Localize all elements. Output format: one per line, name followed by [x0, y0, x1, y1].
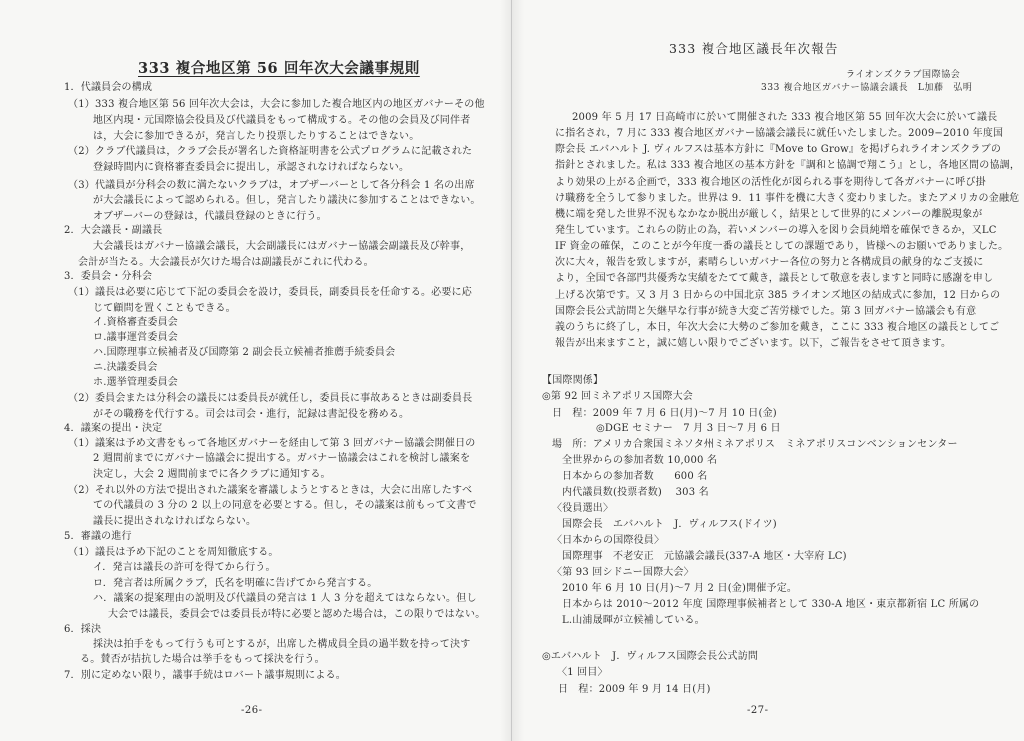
rules-text-line: イ．発言は議長の許可を得てから行う。: [93, 562, 276, 573]
rules-text-line: ロ．発言者は所属クラブ，氏名を明確に告げてから発言する。: [93, 578, 378, 589]
rules-text-line: 2．大会議長・副議長: [64, 225, 163, 236]
report-text-line: 2010 年 6 月 10 日(月)〜7 月 2 日(金)開催予定。: [562, 583, 798, 594]
rules-text-line: 1．代議員会の構成: [64, 82, 153, 93]
rules-text-line: が大会議長によって認められる。但し，発言したり議決に参加することはできない。: [93, 195, 481, 206]
rules-text-line: （1）議案は予め文書をもって各地区ガバナーを経由して第 3 回ガバナー協議会開催日の: [68, 438, 476, 449]
report-text-line: 指針とされました。私は 333 複合地区の基本方針を『調和と協調で翔こう』とし，各地区間の協調，: [555, 160, 1021, 171]
rules-text-line: （1）議長は必要に応じて下記の委員会を設け，委員長，副委員長を任命する。必要に応: [68, 287, 472, 298]
rules-text-line: 2 週間前までにガバナー協議会に提出する。ガバナー協議会はこれを検討し議案を: [93, 453, 471, 464]
report-text-line: 際会長 エバハルト J. ヴィルフスは基本方針に『Move to Grow』を掲げられライオンズクラブの: [555, 144, 1002, 155]
page-number-right: -27-: [747, 705, 769, 716]
report-organization: ライオンズクラブ国際協会: [846, 70, 961, 80]
rules-text-line: 7．別に定めない限り，議事手続はロバート議事規則による。: [64, 670, 346, 681]
report-text-line: 〈日本からの国際役員〉: [552, 535, 665, 546]
rules-text-line: （1）議長は予め下記のことを周知徹底する。: [68, 547, 279, 558]
report-text-line: に指名され，7 月に 333 複合地区ガバナー協議会議長に就任いたしました。2009−2010 年度国: [555, 128, 1004, 139]
rules-text-line: 決定し，大会 2 週間前までに各クラブに通知する。: [93, 469, 331, 480]
report-text-line: け職務を全うして参りました。世界は 9．11 事件を機に大きく変わりました。またアメリカの金融危: [555, 193, 1020, 204]
report-author: 333 複合地区ガバナー協議会議長 L加藤 弘明: [761, 83, 973, 93]
report-text-line: 内代議員数(投票者数) 303 名: [562, 487, 709, 498]
rules-text-line: じて顧問を置くこともできる。: [93, 303, 236, 314]
rules-text-line: 地区内現・元国際協会役員及び代議員をもって構成する。その他の会員及び同伴者: [93, 115, 471, 126]
report-text-line: 〈1 回目〉: [557, 667, 608, 678]
rules-text-line: オブザーバーの登録は，代議員登録のときに行う。: [93, 211, 327, 222]
report-text-line: 日 程：2009 年 7 月 6 日(月)〜7 月 10 日(金): [552, 408, 777, 419]
report-text-line: 機に端を発した世界不況もなかなか脱出が厳しく，結果として世界的にメンバーの離脱現象が: [555, 209, 983, 220]
rules-text-line: （3）代議員が分科会の数に満たないクラブは，オブザーバーとして各分科会 1 名の出席: [68, 180, 475, 191]
report-text-line: より効果の上がる企画で，333 複合地区の活性化が図られる事を期待して各ガバナーに呼び掛: [555, 177, 986, 188]
rules-text-line: 5．審議の進行: [64, 531, 132, 542]
rules-text-line: ロ.議事運営委員会: [93, 332, 178, 343]
rules-text-line: （2）それ以外の方法で提出された議案を審議しようとするときは，大会に出席したすべ: [68, 485, 473, 496]
rules-text-line: 採決は拍手をもって行うも可とするが，出席した構成員全員の過半数を持って決す: [93, 639, 471, 650]
rules-title: 333 複合地区第 56 回年次大会議事規則: [138, 60, 420, 77]
report-text-line: 上げる次第です。又 3 月 3 日からの中国北京 385 ライオンズ地区の結成式に参加，12 日からの: [555, 290, 1001, 301]
rules-text-line: 議長に提出されなければならない。: [93, 516, 257, 527]
rules-text-line: がその職務を代行する。司会は司会・進行，記録は書記役を務める。: [93, 409, 410, 420]
rules-text-line: （2）委員会または分科会の議長には委員長が就任し，委員長に事故あるときは副委員長: [68, 393, 473, 404]
rules-text-line: （1）333 複合地区第 56 回年次大会は，大会に参加した複合地区内の地区ガバナーその他: [68, 99, 485, 110]
report-title: 333 複合地区議長年次報告: [669, 41, 839, 56]
rules-text-line: る。賛否が拮抗した場合は挙手をもって採決を行う。: [80, 654, 325, 665]
report-text-line: 日本からは 2010〜2012 年度 国際理事候補者として 330-A 地区・東京都新宿 LC 所属の: [562, 599, 980, 610]
report-text-line: 〈第 93 回シドニー国際大会〉: [552, 567, 694, 578]
report-text-line: 国際理事 不老安正 元協議会議長(337-A 地区・大宰府 LC): [562, 551, 847, 562]
report-text-line: 発生しています。これらの防止の為，若いメンバーの導入を図り会員純増を確保できるか，又LC: [555, 225, 997, 236]
rules-text-line: ニ.決議委員会: [93, 362, 158, 373]
report-text-line: ◎DGE セミナー 7 月 3 日〜7 月 6 日: [596, 423, 781, 434]
report-text-line: 〈役員選出〉: [552, 503, 614, 514]
report-text-line: 日 程：2009 年 9 月 14 日(月): [558, 684, 711, 695]
report-text-line: ◎エバハルト J．ヴィルフス国際会長公式訪問: [542, 651, 759, 662]
rules-text-line: 登録時間内に資格審査委員会に提出し，承認されなければならない。: [93, 162, 410, 173]
report-text-line: 全世界からの参加者数 10,000 名: [562, 455, 718, 466]
report-text-line: 義のうちに終了し，本日，年次大会に大勢のご参加を戴き，ここに 333 複合地区の議長としてご: [555, 322, 1000, 333]
rules-text-line: 6．採決: [64, 624, 102, 635]
report-text-line: 報告が出来ますこと，誠に嬉しい限りでございます。以下，ご報告をさせて頂きます。: [555, 338, 952, 349]
report-text-line: 国際会長 エバハルト J．ヴィルフス(ドイツ): [562, 519, 777, 530]
rules-text-line: 会計が当たる。大会議長が欠けた場合は副議長がこれに代わる。: [78, 257, 374, 268]
report-text-line: 2009 年 5 月 17 日高崎市に於いて開催された 333 複合地区第 55 回年次大会に於いて議長: [572, 112, 998, 123]
report-text-line: 日本からの参加者数 600 名: [562, 471, 708, 482]
report-text-line: 【国際関係】: [542, 375, 604, 386]
rules-text-line: ての代議員の 3 分の 2 以上の同意を必要とする。但し，その議案は前もって文書で: [93, 500, 477, 511]
rules-text-line: （2）クラブ代議員は，クラブ会長が署名した資格証明書を公式プログラムに記載された: [68, 146, 473, 157]
page-number-left: -26-: [241, 705, 263, 716]
report-text-line: L.山浦晟暉が立候補している。: [562, 615, 705, 626]
rules-text-line: イ.資格審査委員会: [93, 317, 178, 328]
rules-text-line: 4．議案の提出・決定: [64, 423, 163, 434]
report-text-line: 国際会長公式訪問と矢継早な行事が続き大変ご苦労様でした。第 3 回ガバナー協議会も有意: [555, 306, 977, 317]
report-text-line: 場 所：アメリカ合衆国ミネソタ州ミネアポリス ミネアポリスコンベンションセンター: [552, 439, 958, 450]
report-text-line: ◎第 92 回ミネアポリス国際大会: [542, 391, 694, 402]
rules-text-line: 大会では議長，委員会では委員長が特に必要と認めた場合は，この限りではない。: [108, 609, 486, 620]
rules-text-line: ホ.選挙管理委員会: [93, 377, 178, 388]
report-text-line: IF 資金の確保，このことが今年度一番の議長としての課題であり，皆様へのお願いでありました。: [555, 241, 1009, 252]
rules-text-line: 大会議長はガバナー協議会議長，大会副議長にはガバナー協議会副議長及び幹事，: [93, 241, 471, 252]
report-text-line: 次に大々，報告を致しますが，素晴らしいガバナー各位の努力と各構成員の献身的なご支援に: [555, 257, 984, 268]
report-text-line: より，全国で各部門共優秀な実績をたてて戴き，議長として敬意を表しますと同時に感謝を申し: [555, 273, 994, 284]
rules-text-line: ハ.国際理事立候補者及び国際第 2 副会長立候補者推薦手続委員会: [93, 347, 396, 358]
rules-text-line: は，大会に参加できるが，発言したり投票したりすることはできない。: [93, 131, 420, 142]
rules-text-line: ハ．議案の提案理由の説明及び代議員の発言は 1 人 3 分を超えてはならない。但し: [93, 593, 477, 604]
rules-text-line: 3．委員会・分科会: [64, 271, 153, 282]
